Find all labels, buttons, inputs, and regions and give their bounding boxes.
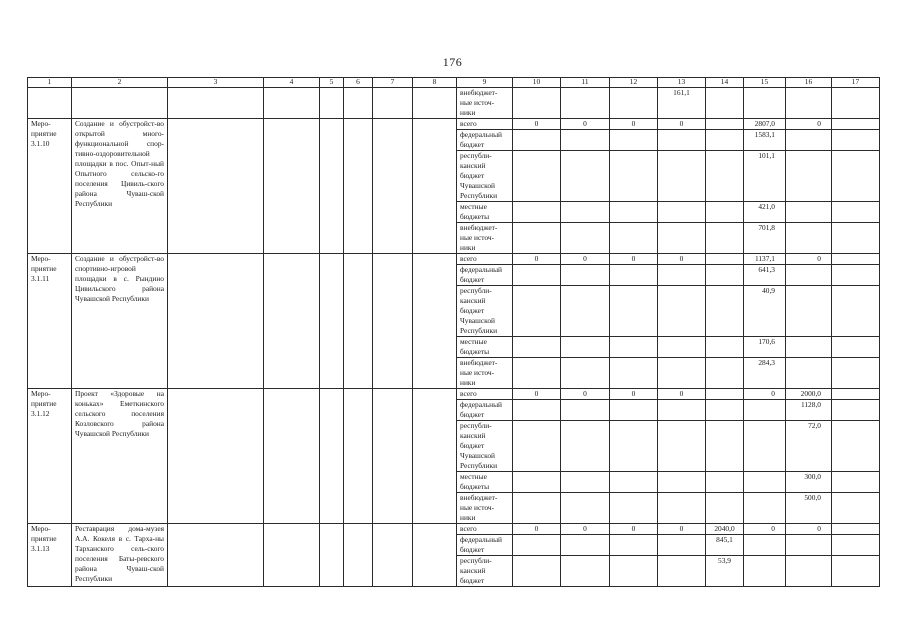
value-cell	[610, 130, 658, 151]
empty-cell	[832, 337, 880, 358]
value-cell	[513, 151, 561, 202]
value-cell: 0	[658, 119, 706, 130]
value-cell	[610, 358, 658, 389]
value-cell: 0	[744, 389, 786, 400]
funding-source-cell: всего	[457, 524, 513, 535]
value-cell	[786, 223, 832, 254]
table-cell	[413, 88, 457, 119]
value-cell	[658, 202, 706, 223]
funding-source-cell: внебюджет-ные источ-ники	[457, 493, 513, 524]
empty-cell	[373, 119, 413, 254]
empty-cell	[832, 223, 880, 254]
column-number-cell: 8	[413, 78, 457, 88]
table-cell	[28, 88, 72, 119]
column-number-cell: 13	[658, 78, 706, 88]
column-number-cell: 12	[610, 78, 658, 88]
column-number-cell: 11	[561, 78, 610, 88]
empty-cell	[832, 130, 880, 151]
value-cell: 0	[658, 389, 706, 400]
value-cell	[786, 358, 832, 389]
table-cell	[344, 88, 373, 119]
empty-cell	[832, 535, 880, 556]
empty-cell	[832, 286, 880, 337]
value-cell	[744, 421, 786, 472]
empty-cell	[832, 119, 880, 130]
value-cell: 0	[610, 254, 658, 265]
value-cell	[706, 265, 744, 286]
value-cell	[513, 535, 561, 556]
value-cell	[610, 202, 658, 223]
empty-cell	[832, 421, 880, 472]
value-cell	[610, 337, 658, 358]
funding-source-cell: всего	[457, 389, 513, 400]
value-cell: 0	[610, 389, 658, 400]
column-number-cell: 7	[373, 78, 413, 88]
column-number-cell: 6	[344, 78, 373, 88]
value-cell	[786, 556, 832, 587]
funding-source-cell: федеральный бюджет	[457, 130, 513, 151]
value-cell: 0	[744, 524, 786, 535]
value-cell: 0	[561, 254, 610, 265]
empty-cell	[832, 151, 880, 202]
funding-source-cell: федеральный бюджет	[457, 400, 513, 421]
value-cell	[513, 493, 561, 524]
value-cell	[610, 493, 658, 524]
value-cell	[513, 130, 561, 151]
funding-source-cell: местные бюджеты	[457, 472, 513, 493]
empty-cell	[264, 119, 320, 254]
value-cell	[513, 286, 561, 337]
event-id-cell: Меро-приятие 3.1.11	[28, 254, 72, 389]
continuation-row	[28, 88, 880, 119]
value-cell	[513, 421, 561, 472]
empty-cell	[344, 524, 373, 587]
empty-cell	[168, 119, 264, 254]
table-cell	[832, 88, 880, 119]
table-cell	[610, 88, 658, 119]
value-cell: 701,8	[744, 223, 786, 254]
empty-cell	[832, 400, 880, 421]
value-cell: 72,0	[786, 421, 832, 472]
table-row	[28, 524, 880, 535]
column-number-cell: 1	[28, 78, 72, 88]
value-cell	[706, 337, 744, 358]
value-cell	[561, 556, 610, 587]
table-cell	[786, 88, 832, 119]
empty-cell	[264, 524, 320, 587]
table-cell	[168, 88, 264, 119]
value-cell	[513, 556, 561, 587]
value-cell: 641,3	[744, 265, 786, 286]
value-cell	[706, 400, 744, 421]
empty-cell	[264, 389, 320, 524]
value-cell	[610, 223, 658, 254]
column-number-cell: 17	[832, 78, 880, 88]
table-cell	[561, 88, 610, 119]
value-cell	[706, 119, 744, 130]
value-cell	[658, 472, 706, 493]
value-cell	[706, 223, 744, 254]
table-row	[28, 254, 880, 265]
value-cell	[706, 358, 744, 389]
funding-source-cell: внебюджет-ные источ-ники	[457, 358, 513, 389]
value-cell	[561, 358, 610, 389]
empty-cell	[373, 254, 413, 389]
value-cell: 500,0	[786, 493, 832, 524]
column-number-cell: 3	[168, 78, 264, 88]
value-cell	[561, 151, 610, 202]
value-cell	[561, 202, 610, 223]
event-description-cell: Проект «Здоровые на коньках» Еметкинского сельского поселения Козловского района Чувашской Республики	[72, 389, 168, 524]
empty-cell	[168, 389, 264, 524]
value-cell	[610, 151, 658, 202]
value-cell	[658, 223, 706, 254]
value-cell	[658, 493, 706, 524]
value-cell	[513, 202, 561, 223]
empty-cell	[373, 389, 413, 524]
value-cell	[744, 400, 786, 421]
value-cell: 1583,1	[744, 130, 786, 151]
value-cell	[513, 265, 561, 286]
event-id-cell: Меро-приятие 3.1.10	[28, 119, 72, 254]
empty-cell	[344, 254, 373, 389]
value-cell	[658, 130, 706, 151]
table-cell	[264, 88, 320, 119]
value-cell	[658, 358, 706, 389]
value-cell: 0	[513, 389, 561, 400]
value-cell	[706, 472, 744, 493]
value-cell: 0	[786, 524, 832, 535]
empty-cell	[413, 254, 457, 389]
empty-cell	[320, 389, 344, 524]
table-row	[28, 119, 880, 130]
column-number-cell: 16	[786, 78, 832, 88]
value-cell: 0	[786, 119, 832, 130]
value-cell: 300,0	[786, 472, 832, 493]
value-cell	[610, 472, 658, 493]
value-cell	[706, 130, 744, 151]
value-cell	[786, 130, 832, 151]
value-cell	[610, 265, 658, 286]
funding-source-cell: внебюджет-ные источ-ники	[457, 223, 513, 254]
value-cell: 0	[610, 119, 658, 130]
table-cell	[320, 88, 344, 119]
value-cell	[744, 556, 786, 587]
value-cell: 2000,0	[786, 389, 832, 400]
empty-cell	[320, 254, 344, 389]
value-cell	[561, 472, 610, 493]
empty-cell	[413, 119, 457, 254]
column-number-cell: 4	[264, 78, 320, 88]
value-cell	[706, 254, 744, 265]
value-cell	[658, 400, 706, 421]
column-number-cell: 9	[457, 78, 513, 88]
column-number-cell: 10	[513, 78, 561, 88]
value-cell: 2807,0	[744, 119, 786, 130]
value-cell	[706, 151, 744, 202]
empty-cell	[832, 472, 880, 493]
value-cell	[706, 286, 744, 337]
empty-cell	[832, 524, 880, 535]
empty-cell	[344, 389, 373, 524]
value-cell: 0	[658, 524, 706, 535]
value-cell: 845,1	[706, 535, 744, 556]
empty-cell	[320, 524, 344, 587]
value-cell	[561, 265, 610, 286]
funding-source-cell: республи-канский бюджет	[457, 556, 513, 587]
value-cell: 0	[561, 524, 610, 535]
column-number-row	[28, 78, 880, 88]
value-cell: 2040,0	[706, 524, 744, 535]
funding-source-cell: местные бюджеты	[457, 337, 513, 358]
value-cell: 161,1	[658, 88, 706, 119]
value-cell	[786, 535, 832, 556]
value-cell: 0	[610, 524, 658, 535]
column-number-cell: 5	[320, 78, 344, 88]
value-cell	[658, 535, 706, 556]
value-cell	[561, 223, 610, 254]
column-number-cell: 14	[706, 78, 744, 88]
value-cell	[561, 535, 610, 556]
value-cell	[561, 286, 610, 337]
value-cell	[513, 400, 561, 421]
value-cell: 170,6	[744, 337, 786, 358]
event-id-cell: Меро-приятие 3.1.12	[28, 389, 72, 524]
value-cell	[706, 421, 744, 472]
empty-cell	[344, 119, 373, 254]
value-cell	[610, 535, 658, 556]
value-cell	[610, 556, 658, 587]
empty-cell	[832, 358, 880, 389]
event-description-cell: Создание и обустройст-во открытой много-функциональной спор-тивно-оздоровительной площадки в пос. Опыт-ный Опытного сельско-го поселения Цивиль-ского района Чуваш-ской Республики	[72, 119, 168, 254]
empty-cell	[832, 556, 880, 587]
value-cell	[706, 389, 744, 400]
table-cell	[513, 88, 561, 119]
empty-cell	[413, 389, 457, 524]
value-cell: 40,9	[744, 286, 786, 337]
value-cell: 0	[561, 389, 610, 400]
funding-source-cell: всего	[457, 119, 513, 130]
empty-cell	[832, 265, 880, 286]
value-cell: 284,3	[744, 358, 786, 389]
value-cell	[658, 151, 706, 202]
value-cell	[561, 337, 610, 358]
funding-source-cell: федеральный бюджет	[457, 535, 513, 556]
value-cell	[786, 202, 832, 223]
value-cell	[744, 472, 786, 493]
empty-cell	[832, 254, 880, 265]
value-cell	[513, 223, 561, 254]
value-cell	[658, 556, 706, 587]
empty-cell	[832, 389, 880, 400]
empty-cell	[413, 524, 457, 587]
empty-cell	[320, 119, 344, 254]
value-cell	[658, 286, 706, 337]
empty-cell	[264, 254, 320, 389]
funding-source-cell: всего	[457, 254, 513, 265]
value-cell	[706, 493, 744, 524]
value-cell	[706, 202, 744, 223]
empty-cell	[168, 524, 264, 587]
column-number-cell: 2	[72, 78, 168, 88]
value-cell	[786, 286, 832, 337]
column-number-cell: 15	[744, 78, 786, 88]
value-cell: 0	[513, 524, 561, 535]
table-row	[28, 389, 880, 400]
value-cell	[561, 421, 610, 472]
funding-source-cell: федеральный бюджет	[457, 265, 513, 286]
funding-source-cell: внебюджет-ные источ-ники	[457, 88, 513, 119]
empty-cell	[832, 202, 880, 223]
table-cell	[373, 88, 413, 119]
value-cell: 0	[658, 254, 706, 265]
value-cell	[786, 265, 832, 286]
value-cell: 0	[513, 119, 561, 130]
value-cell: 421,0	[744, 202, 786, 223]
budget-table	[27, 77, 880, 587]
value-cell	[744, 535, 786, 556]
value-cell: 101,1	[744, 151, 786, 202]
event-description-cell: Реставрация дома-музея А.А. Кокеля в с. Тарха-ны Тарханского сель-ского поселения Баты-ревского района Чуваш-ской Республики	[72, 524, 168, 587]
value-cell	[513, 358, 561, 389]
value-cell: 1137,1	[744, 254, 786, 265]
value-cell	[744, 493, 786, 524]
table-cell	[72, 88, 168, 119]
value-cell	[658, 265, 706, 286]
funding-source-cell: республи-канский бюджет Чувашской Республики	[457, 286, 513, 337]
value-cell	[786, 337, 832, 358]
empty-cell	[168, 254, 264, 389]
funding-source-cell: республи-канский бюджет Чувашской Республики	[457, 421, 513, 472]
value-cell	[513, 472, 561, 493]
funding-source-cell: республи-канский бюджет Чувашской Республики	[457, 151, 513, 202]
funding-source-cell: местные бюджеты	[457, 202, 513, 223]
event-description-cell: Создание и обустройст-во спортивно-игровой площадки в с. Рындино Цивильского района Чувашской Республики	[72, 254, 168, 389]
event-id-cell: Меро-приятие 3.1.13	[28, 524, 72, 587]
value-cell	[610, 286, 658, 337]
table-cell	[706, 88, 744, 119]
value-cell	[561, 400, 610, 421]
value-cell: 0	[513, 254, 561, 265]
value-cell: 1128,0	[786, 400, 832, 421]
value-cell: 53,9	[706, 556, 744, 587]
value-cell: 0	[786, 254, 832, 265]
value-cell	[610, 400, 658, 421]
empty-cell	[832, 493, 880, 524]
value-cell	[658, 421, 706, 472]
page-number: 176	[442, 55, 463, 69]
value-cell	[658, 337, 706, 358]
value-cell	[786, 151, 832, 202]
value-cell	[610, 421, 658, 472]
table-cell	[744, 88, 786, 119]
value-cell	[561, 493, 610, 524]
value-cell	[513, 337, 561, 358]
value-cell: 0	[561, 119, 610, 130]
value-cell	[561, 130, 610, 151]
empty-cell	[373, 524, 413, 587]
